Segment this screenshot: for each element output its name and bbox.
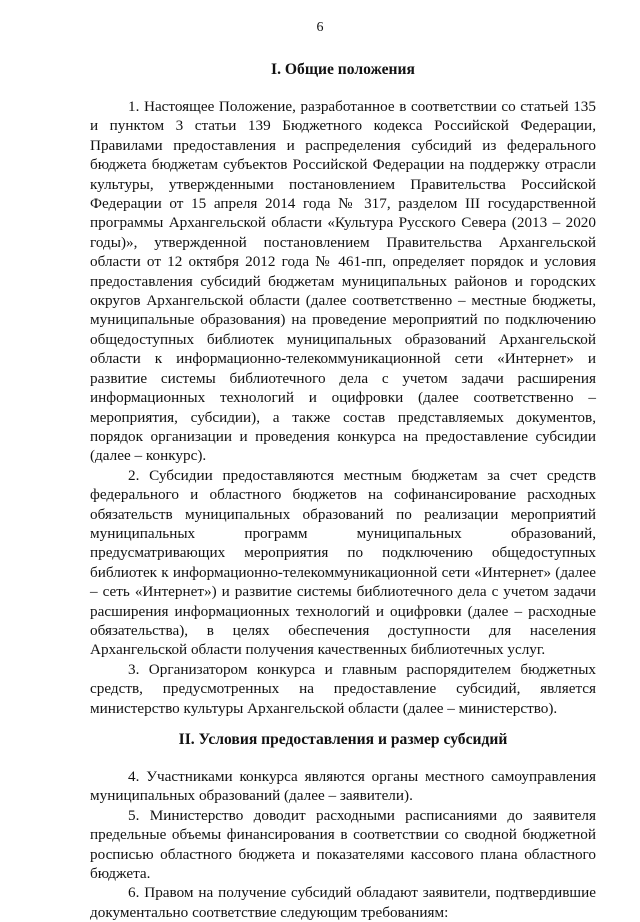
paragraph-1: 1. Настоящее Положение, разработанное в соответствии со статьей 135 и пунктом 3 статьи 139 Бюджетного кодекса Российской Федерации, Правилами предоставления и распределения субсидий из федерального бюджета бюджетам субъектов Российской Федерации на поддержку отрасли культуры, утвержденными постановлением Правительства Российской Федерации от 15 апреля 2014 года № 317, разделом III государственной программы Архангельской области «Культура Русского Севера (2013 – 2020 годы)», утвержденной постановлением Правительства Архангельской области от 12 октября 2012 года № 461-пп, определяет порядок и условия предоставления субсидий бюджетам муниципальных районов и городских округов Архангельской области (далее соответственно – местные бюджеты, муниципальные образования) на проведение мероприятий по подключению общедоступных библиотек муниципальных образований Архангельской области к информационно-телекоммуникационной сети «Интернет» и развитие системы библиотечного дела с учетом задачи расширения информационных технологий и оцифровки (далее соответственно – мероприятия, субсидии), а также состав представляемых документов, порядок организации и проведения конкурса на предоставление субсидии (далее – конкурс). bbox=[90, 98, 596, 465]
paragraph-4: 4. Участниками конкурса являются органы местного самоуправления муниципальных образований (далее – заявители). bbox=[90, 768, 596, 805]
section-heading-general: I. Общие положения bbox=[271, 61, 415, 78]
document-body bbox=[90, 60, 596, 922]
paragraph-6: 6. Правом на получение субсидий обладают заявители, подтвердившие документально соответствие следующим требованиям: bbox=[90, 884, 596, 921]
page-number: 6 bbox=[316, 20, 324, 35]
paragraph-3: 3. Организатором конкурса и главным распорядителем бюджетных средств, предусмотренных на предоставление субсидий, является министерство культуры Архангельской области (далее – министерство). bbox=[90, 660, 596, 717]
section-heading-conditions: II. Условия предоставления и размер субсидий bbox=[178, 731, 508, 748]
paragraph-2: 2. Субсидии предоставляются местным бюджетам за счет средств федерального и областного бюджетов на софинансирование расходных обязательств муниципальных образований по реализации мероприятий муниципальных программ муниципальных образований, предусматривающих мероприятия по подключению общедоступных библиотек к информационно-телекоммуникационной сети «Интернет» (далее – сеть «Интернет») и развитие системы библиотечного дела с учетом задачи расширения информационных технологий и оцифровки (далее – расходные обязательства), в целях обеспечения доступности для населения Архангельской области получения качественных библиотечных услуг. bbox=[90, 466, 596, 659]
paragraph-5: 5. Министерство доводит расходными расписаниями до заявителя предельные объемы финансирования в соответствии со сводной бюджетной росписью областного бюджета и показателями кассового плана областного бюджета. bbox=[90, 806, 596, 883]
